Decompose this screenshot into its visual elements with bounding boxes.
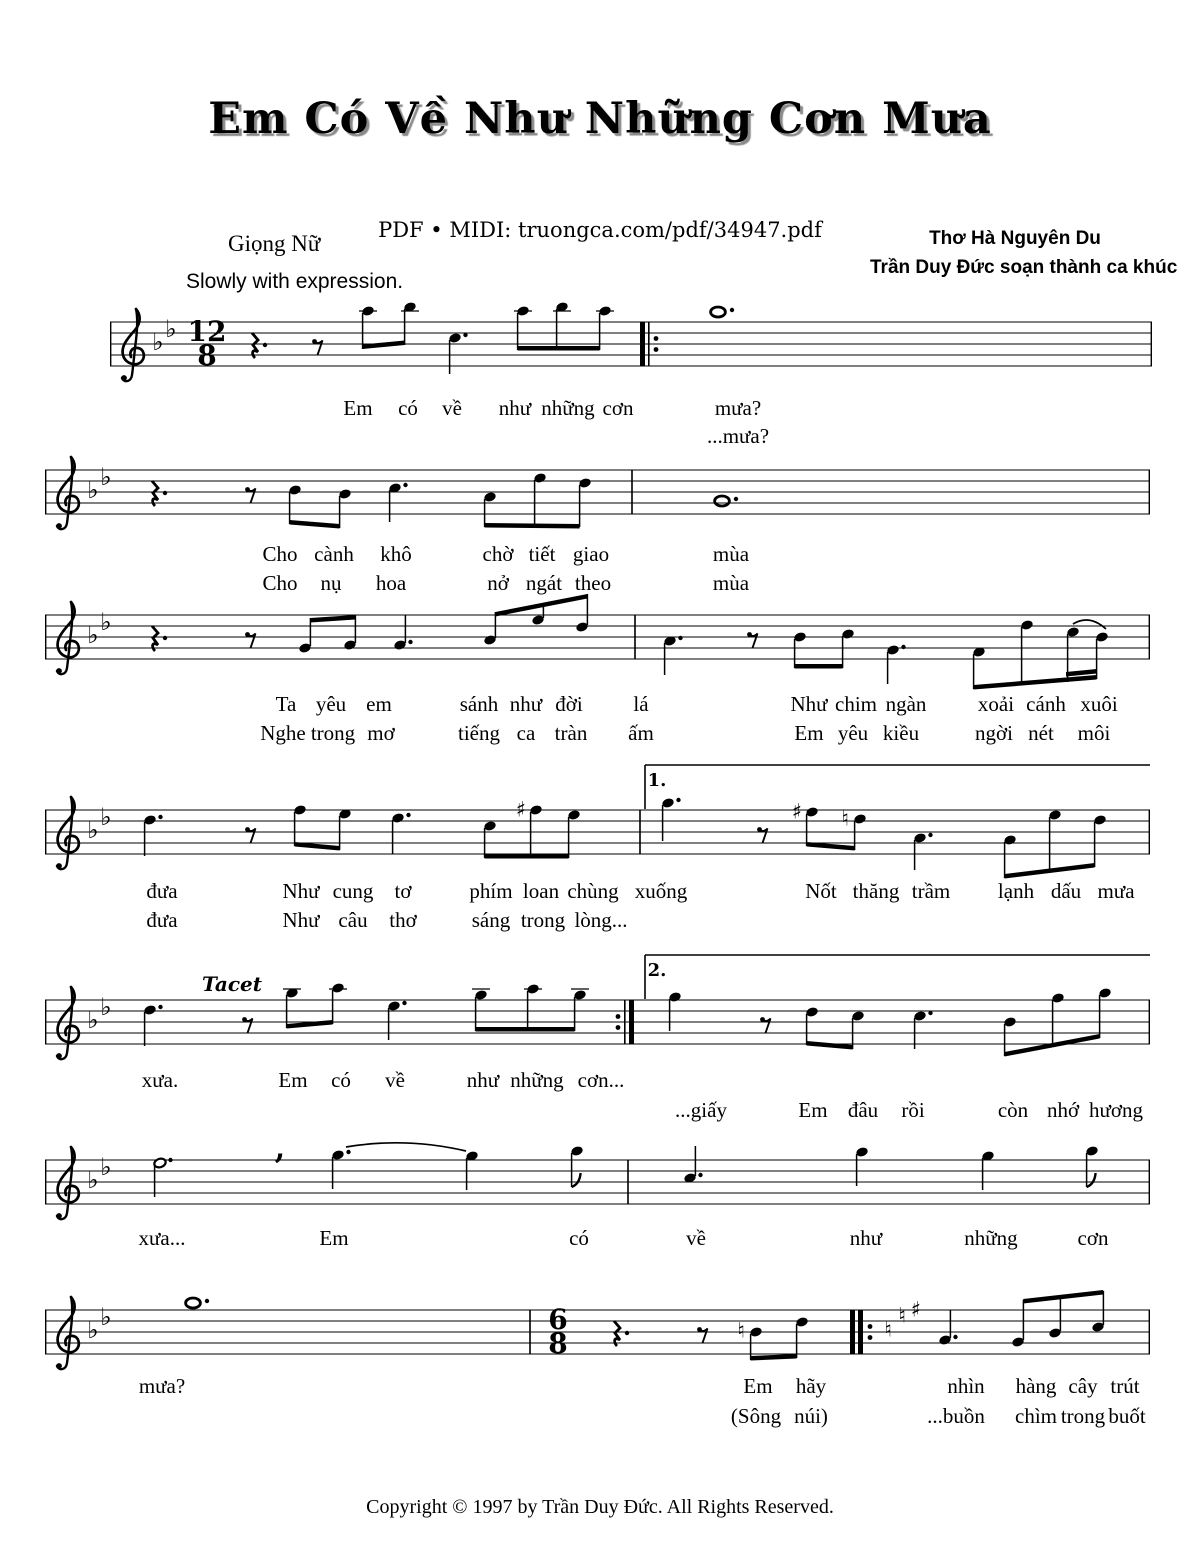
lyric-syllable: xoải [977, 692, 1015, 716]
volta-bracket [645, 955, 1150, 999]
lyric-syllable: ...buồn [927, 1404, 985, 1428]
lyric-syllable: trầm [911, 879, 951, 903]
lyric-syllable: nở [487, 571, 509, 595]
beam [290, 520, 340, 529]
staff-system-4 [45, 765, 1150, 879]
lyric-syllable: Em [743, 1374, 773, 1398]
tie-slur [346, 1143, 466, 1151]
augmentation-dot [263, 343, 267, 347]
augmentation-dot [346, 1150, 350, 1154]
eighth-flag [1087, 1173, 1096, 1187]
lyric-syllable: đời [555, 692, 583, 716]
lyric-syllable: kiều [882, 721, 920, 745]
lyric-syllable: sáng [471, 908, 511, 932]
lyric-syllable: yêu [315, 692, 347, 716]
poet-credit: Thơ Hà Nguyên Du [929, 228, 1101, 249]
lyric-syllable: thăng [852, 879, 900, 903]
lyric-syllable: nụ [320, 571, 342, 595]
quarter-rest [152, 481, 158, 506]
beam [807, 1041, 853, 1050]
lyric-syllable: mưa? [714, 396, 762, 420]
barline [634, 615, 636, 659]
lyric-syllable: Em [343, 396, 373, 420]
augmentation-dot [158, 1005, 162, 1009]
song-title: Em Có Về Như Những Cơn Mưa [208, 94, 992, 144]
augmentation-dot [698, 1173, 702, 1177]
lyric-syllable: trút [1110, 1374, 1140, 1398]
lyric-syllable: hàng [1015, 1374, 1057, 1398]
key-signature-flat: ♭ [152, 328, 164, 356]
treble-clef-icon [56, 1147, 79, 1219]
tempo-marking: Slowly with expression. [186, 270, 404, 293]
lyric-syllable: mưa? [138, 1374, 186, 1398]
lyric-syllable: Nghe [260, 721, 306, 745]
lyric-syllable: tiết [528, 542, 556, 566]
key-signature-flat: ♭ [100, 1153, 112, 1181]
lyric-syllable: như [498, 396, 532, 420]
lyric-syllable: như [509, 692, 543, 716]
eighth-rest [697, 1327, 707, 1343]
time-signature-denominator: 8 [197, 339, 217, 372]
lyric-syllable: ngát [525, 571, 563, 595]
augmentation-dot [163, 636, 167, 640]
lyric-syllable: tiếng [458, 721, 500, 745]
lyric-syllable: sánh [459, 692, 499, 716]
lyric-syllable: ...giấy [675, 1098, 727, 1122]
lyric-syllable: những [964, 1226, 1018, 1250]
quarter-rest [252, 333, 258, 358]
lyric-syllable: xưa... [138, 1226, 186, 1250]
lyric-syllable: nét [1028, 721, 1054, 745]
eighth-rest [245, 827, 255, 843]
lyric-syllable: xưa. [141, 1068, 179, 1092]
key-signature-flat: ♭ [87, 621, 99, 649]
lyric-syllable: hoa [375, 571, 407, 595]
augmentation-dot [163, 491, 167, 495]
lyric-syllable: về [385, 1068, 405, 1092]
lyric-syllable: mưa [1097, 879, 1135, 903]
lyric-syllable: (Sông [730, 1404, 782, 1428]
volta-bracket [645, 765, 1150, 809]
lyric-syllable: mùa [712, 542, 750, 566]
barline [529, 1310, 531, 1354]
staff-system-7 [45, 1290, 1150, 1369]
lyric-syllable: theo [574, 571, 612, 595]
lyric-syllable: ngời [975, 721, 1013, 745]
treble-clef-icon [56, 797, 79, 869]
whole-note-glyph [711, 307, 726, 317]
copyright-notice: Copyright © 1997 by Trần Duy Đức. All Rights Reserved. [366, 1496, 834, 1518]
lyric-syllable: cơn [1077, 1226, 1109, 1250]
key-signature-flat: ♭ [100, 1303, 112, 1331]
key-signature-flat: ♭ [87, 1166, 99, 1194]
time-signature [548, 1303, 567, 1360]
augmentation-dot [730, 308, 734, 312]
lyric-syllable: hương [1089, 1098, 1143, 1122]
volta-number: 2. [647, 960, 667, 981]
eighth-rest [245, 632, 255, 648]
lyric-syllable: có [569, 1226, 589, 1250]
quarter-rest [614, 1321, 620, 1346]
accidental: ♮ [884, 1317, 892, 1342]
lyric-syllable: thơ [389, 908, 417, 932]
augmentation-dot [406, 813, 410, 817]
lyric-syllable: mùa [712, 571, 750, 595]
beam [495, 594, 587, 617]
staff-system-3 [45, 594, 1150, 690]
lyric-syllable: tràn [554, 721, 588, 745]
augmentation-dot [205, 1299, 209, 1303]
staff-system-1 [110, 301, 1152, 381]
lyric-syllable: dấu [1050, 879, 1082, 903]
lyric-syllable: Em [798, 1098, 828, 1122]
lyric-syllable: Cho [262, 542, 298, 566]
eighth-rest [757, 827, 767, 843]
quarter-rest [152, 626, 158, 651]
treble-clef-icon [56, 1297, 79, 1369]
augmentation-dot [953, 1335, 957, 1339]
beam [476, 1027, 575, 1032]
eighth-rest [242, 1017, 252, 1033]
accidental: ♮ [841, 806, 849, 831]
key-signature-flat: ♭ [100, 608, 112, 636]
beam [485, 854, 569, 859]
time-signature [188, 315, 227, 372]
beam [287, 1020, 333, 1029]
lyric-syllable: những [541, 396, 595, 420]
lyric-syllable: như [849, 1226, 883, 1250]
eighth-rest [312, 339, 322, 355]
key-signature-flat: ♭ [100, 993, 112, 1021]
beam [751, 1354, 797, 1361]
barline [631, 470, 633, 514]
augmentation-dot [901, 645, 905, 649]
lyric-syllable: loan [522, 879, 560, 903]
lyric-syllable: ấm [628, 721, 654, 745]
lyric-syllable: Em [319, 1226, 349, 1250]
lyric-syllable: cây [1068, 1374, 1098, 1398]
volta-number: 1. [647, 770, 667, 791]
lyric-syllable: trong [520, 908, 566, 932]
accidental: ♮ [898, 1303, 906, 1328]
accidental: ♯ [791, 799, 803, 824]
lyric-syllable: Cho [262, 571, 298, 595]
augmentation-dot [158, 815, 162, 819]
lyric-syllable: Em [794, 721, 824, 745]
barline [627, 1160, 629, 1204]
augmentation-dot [928, 1011, 932, 1015]
key-signature-flat: ♭ [165, 315, 177, 343]
staff-system-6 [45, 1131, 1150, 1219]
lyric-syllable: về [686, 1226, 706, 1250]
lyric-syllable: chờ [482, 542, 514, 566]
lyric-syllable: Như [790, 692, 828, 716]
lyric-syllable: như [466, 1068, 500, 1092]
augmentation-dot [403, 483, 407, 487]
eighth-rest [747, 632, 757, 648]
beam [1023, 1290, 1103, 1304]
lyric-syllable: rồi [901, 1098, 925, 1122]
eighth-rest [245, 487, 255, 503]
lyric-syllable: đâu [847, 1098, 879, 1122]
lyric-syllable: những [510, 1068, 564, 1092]
lyric-syllable: có [331, 1068, 351, 1092]
lyric-syllable: Nốt [805, 879, 837, 903]
lyric-syllable: chùng [567, 879, 619, 903]
lyric-syllable: yêu [837, 721, 869, 745]
key-signature-flat: ♭ [87, 1006, 99, 1034]
augmentation-dot [408, 640, 412, 644]
time-signature-numerator: 12 [187, 315, 227, 348]
lyric-syllable: em [366, 692, 392, 716]
lyric-syllable: lòng... [574, 908, 628, 932]
composer-credit: Trần Duy Đức soạn thành ca khúc [870, 257, 1178, 278]
key-signature-flat: ♭ [100, 463, 112, 491]
beam [974, 675, 1097, 690]
augmentation-dot [625, 1331, 629, 1335]
accidental: ♯ [515, 797, 527, 822]
lyric-syllable: cung [332, 879, 374, 903]
lyric-syllable: về [442, 396, 462, 420]
lyric-syllable: chim [835, 692, 877, 716]
lyric-syllable: cành [314, 542, 354, 566]
key-signature-flat: ♭ [100, 803, 112, 831]
lyric-syllable: cơn... [577, 1068, 625, 1092]
lyric-syllable: ...mưa? [706, 424, 770, 448]
breath-mark: , [274, 1131, 286, 1166]
lyric-syllable: núi) [794, 1404, 828, 1428]
barline [639, 810, 641, 854]
treble-clef-icon [56, 602, 79, 674]
treble-clef-icon [56, 457, 79, 529]
accidental: ♯ [910, 1297, 922, 1322]
lyric-syllable: xuôi [1080, 692, 1118, 716]
key-signature-flat: ♭ [87, 476, 99, 504]
beam [795, 664, 843, 669]
lyric-syllable: ca [516, 721, 536, 745]
beam [518, 346, 600, 351]
augmentation-dot [676, 798, 680, 802]
accidental: ♮ [737, 1318, 745, 1343]
lyric-syllable: nhìn [947, 1374, 985, 1398]
lyric-syllable: nhớ [1046, 1098, 1080, 1122]
voice-label: Giọng Nữ [228, 231, 321, 256]
lyric-syllable: lạnh [997, 879, 1035, 903]
lyric-syllable: chìm [1015, 1404, 1057, 1428]
lyric-syllable: Em [278, 1068, 308, 1092]
augmentation-dot [928, 833, 932, 837]
whole-note-glyph [715, 496, 730, 506]
pdf-midi-link-text: PDF • MIDI: truongca.com/pdf/34947.pdf [378, 218, 822, 242]
augmentation-dot [678, 636, 682, 640]
lyric-syllable: xuống [634, 879, 688, 903]
treble-clef-icon [56, 987, 79, 1059]
augmentation-dot [734, 497, 738, 501]
time-signature-numerator: 6 [548, 1303, 568, 1336]
beam [363, 341, 405, 350]
lyric-syllable: phím [469, 879, 513, 903]
lyric-syllable: cánh [1026, 692, 1066, 716]
lyric-syllable: giao [572, 542, 610, 566]
lyric-syllable: đưa [146, 908, 178, 932]
augmentation-dot [463, 333, 467, 337]
lyric-syllable: còn [997, 1098, 1029, 1122]
key-signature-flat: ♭ [87, 816, 99, 844]
augmentation-dot [168, 1158, 172, 1162]
whole-note-glyph [186, 1298, 201, 1308]
beam [485, 523, 580, 529]
lyric-syllable: Như [282, 879, 320, 903]
staff-system-2 [45, 457, 1150, 529]
augmentation-dot [402, 1001, 406, 1005]
lyric-syllable: môi [1077, 721, 1111, 745]
lyric-syllable: có [398, 396, 418, 420]
lyric-syllable: trong [310, 721, 356, 745]
treble-clef-icon [121, 309, 144, 381]
eighth-flag [572, 1173, 581, 1187]
staff-system-5 [45, 955, 1150, 1059]
lyric-syllable: mơ [367, 721, 395, 745]
key-signature-flat: ♭ [87, 1316, 99, 1344]
lyric-syllable: cơn [602, 396, 634, 420]
lyric-syllable: lá [633, 692, 649, 716]
lyric-syllable: Ta [275, 692, 297, 716]
lyric-syllable: đưa [146, 879, 178, 903]
lyric-syllable: trong [1060, 1404, 1106, 1428]
eighth-rest [760, 1017, 770, 1033]
lyric-syllable: Như [282, 908, 320, 932]
lyric-syllable: hãy [795, 1374, 827, 1398]
beam [310, 615, 355, 623]
lyric-syllable: khô [380, 542, 412, 566]
tacet-marking: Tacet [201, 972, 263, 996]
lyric-syllable: ngàn [885, 692, 927, 716]
lyric-syllable: tơ [394, 879, 412, 903]
time-signature-denominator: 8 [548, 1327, 568, 1360]
lyric-syllable: câu [338, 908, 368, 932]
lyric-syllable: buốt [1108, 1404, 1146, 1428]
tie-slur [1073, 620, 1106, 629]
